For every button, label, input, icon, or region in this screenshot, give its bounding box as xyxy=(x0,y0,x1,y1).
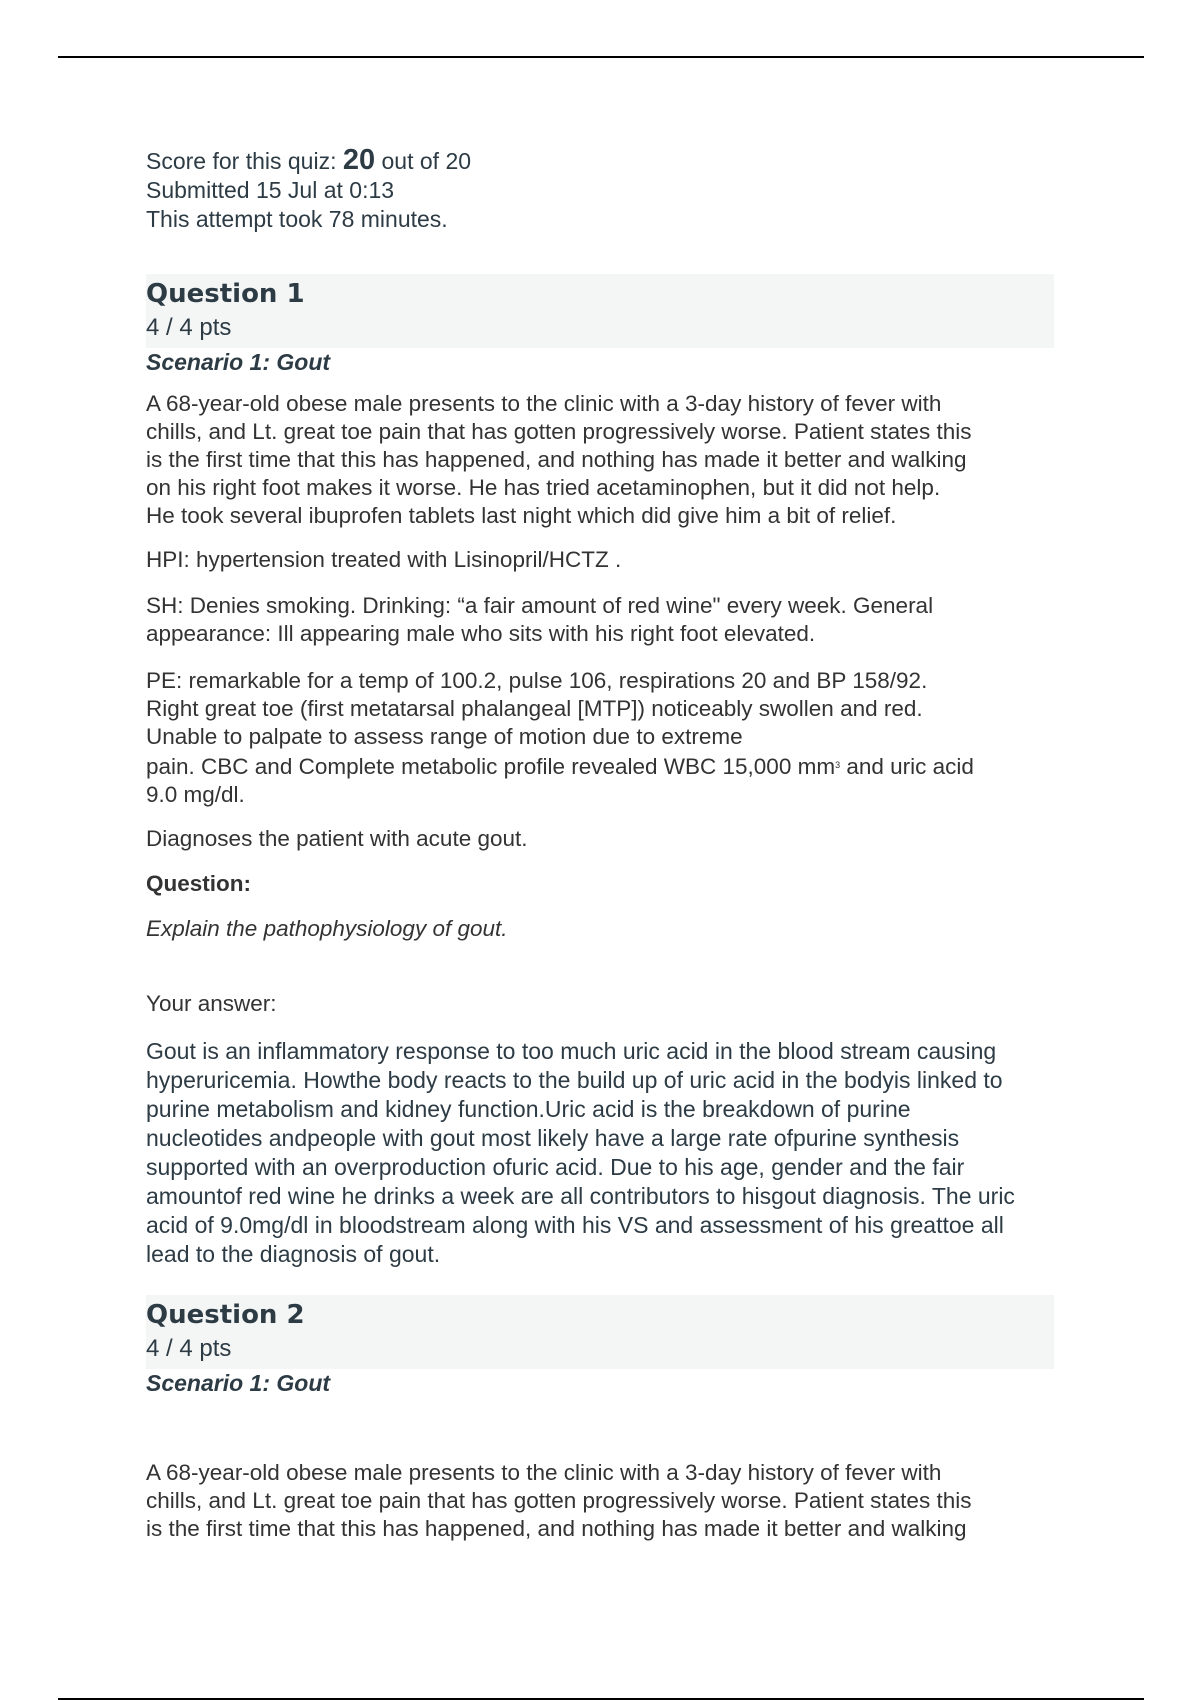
score-line xyxy=(146,146,1056,176)
pe-lab-text: pain. CBC and Complete metabolic profile revealed WBC 15,000 mm xyxy=(146,754,836,779)
answer-line: supported with an overproduction ofuric acid. Due to his age, gender and the fair xyxy=(146,1154,965,1180)
question-1-social-history xyxy=(146,592,1056,648)
quiz-summary xyxy=(146,146,1056,234)
question-1-hpi: HPI: hypertension treated with Lisinopril/HCTZ . xyxy=(146,547,622,572)
question-1-scenario: Scenario 1: Gout xyxy=(146,349,331,375)
pe-line: Unable to palpate to assess range of motion due to extreme xyxy=(146,724,743,749)
question-2 xyxy=(146,1295,1056,1543)
case-line: is the first time that this has happened, and nothing has made it better and walking xyxy=(146,447,967,472)
case-line: chills, and Lt. great toe pain that has gotten progressively worse. Patient states this xyxy=(146,1488,972,1513)
question-2-header xyxy=(146,1295,1054,1369)
answer-line: amountof red wine he drinks a week are all contributors to hisgout diagnosis. The uric xyxy=(146,1183,1015,1209)
question-1-title: Question 1 xyxy=(146,279,305,309)
answer-line: nucleotides andpeople with gout most likely have a large rate ofpurine synthesis xyxy=(146,1125,960,1151)
question-1 xyxy=(146,274,1056,1269)
pe-lab-text-end: and uric acid xyxy=(840,754,974,779)
answer-line: purine metabolism and kidney function.Uric acid is the breakdown of purine xyxy=(146,1096,911,1122)
question-2-scenario: Scenario 1: Gout xyxy=(146,1370,331,1396)
question-1-diagnosis: Diagnoses the patient with acute gout. xyxy=(146,826,528,851)
sh-line: SH: Denies smoking. Drinking: “a fair amount of red wine" every week. General xyxy=(146,593,934,618)
answer-line: lead to the diagnosis of gout. xyxy=(146,1241,441,1267)
top-rule xyxy=(58,56,1144,58)
sh-line: appearance: Ill appearing male who sits with his right foot elevated. xyxy=(146,621,816,646)
pe-line: PE: remarkable for a temp of 100.2, pulse 106, respirations 20 and BP 158/92. xyxy=(146,668,928,693)
submitted-time: Submitted 15 Jul at 0:13 xyxy=(146,177,395,203)
question-1-answer-label: Your answer: xyxy=(146,991,277,1016)
score-label: Score for this quiz: xyxy=(146,148,337,174)
case-line: is the first time that this has happened, and nothing has made it better and walking xyxy=(146,1516,967,1541)
question-2-title: Question 2 xyxy=(146,1300,305,1330)
question-1-header xyxy=(146,274,1054,348)
question-1-points: 4 / 4 pts xyxy=(146,314,232,341)
score-value: 20 xyxy=(342,144,376,176)
pe-line xyxy=(146,751,1056,781)
pe-line: 9.0 mg/dl. xyxy=(146,782,245,807)
question-1-case-text xyxy=(146,390,1056,530)
quiz-results xyxy=(146,146,1056,1543)
question-1-physical-exam xyxy=(146,667,1056,809)
attempt-duration: This attempt took 78 minutes. xyxy=(146,206,448,232)
case-line: on his right foot makes it worse. He has tried acetaminophen, but it did not help. xyxy=(146,475,941,500)
case-line: A 68-year-old obese male presents to the clinic with a 3-day history of fever with xyxy=(146,1460,942,1485)
answer-line: acid of 9.0mg/dl in bloodstream along with his VS and assessment of his greattoe all xyxy=(146,1212,1004,1238)
case-line: He took several ibuprofen tablets last night which did give him a bit of relief. xyxy=(146,503,897,528)
question-1-question-label: Question: xyxy=(146,871,251,896)
case-line: A 68-year-old obese male presents to the clinic with a 3-day history of fever with xyxy=(146,391,942,416)
answer-line: Gout is an inflammatory response to too much uric acid in the blood stream causing xyxy=(146,1038,997,1064)
question-2-case-text xyxy=(146,1459,1056,1543)
pe-line: Right great toe (first metatarsal phalangeal [MTP]) noticeably swollen and red. xyxy=(146,696,923,721)
question-2-points: 4 / 4 pts xyxy=(146,1335,232,1362)
score-total: out of 20 xyxy=(381,148,472,174)
question-1-prompt: Explain the pathophysiology of gout. xyxy=(146,916,508,941)
case-line: chills, and Lt. great toe pain that has gotten progressively worse. Patient states this xyxy=(146,419,972,444)
answer-line: hyperuricemia. Howthe body reacts to the build up of uric acid in the bodyis linked to xyxy=(146,1067,1003,1093)
question-1-answer xyxy=(146,1037,1056,1269)
pe-lab-superscript: 3 xyxy=(835,760,841,770)
